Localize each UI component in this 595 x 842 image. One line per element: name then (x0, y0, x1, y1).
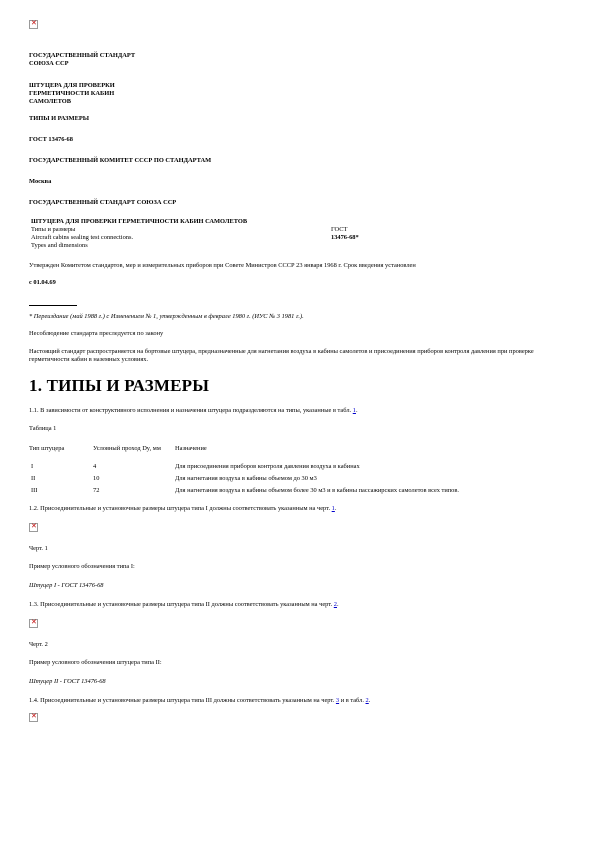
info-table (29, 218, 429, 250)
paragraph-1-4 (29, 697, 569, 705)
figure-2-caption: Черт. 2 (29, 641, 48, 649)
table-cell-purpose: Для нагнетания воздуха в кабины объемом более 30 м3 и в кабины пассажирских самолетов всех типов. (175, 487, 459, 495)
link-figure-2[interactable]: 2 (333, 601, 337, 609)
table-cell-type: I (31, 463, 34, 471)
example-2: Штуцер II - ГОСТ 13476-68 (29, 678, 106, 686)
table-header-diameter: Условный проход Dy, мм (93, 445, 161, 453)
p14-mid: и в табл. (339, 697, 366, 705)
p11-text: 1.1. В зависимости от конструктивного исполнения и назначения штуцера подразделяются на типы, указанные в табл. (29, 407, 353, 415)
p14-text: 1.4. Присоединительные и установочные размеры штуцера типа III должны соответствовать указанным на черт. (29, 697, 336, 705)
table-cell-purpose: Для присоединения приборов контроля давления воздуха в кабинах (175, 463, 360, 471)
table-row (29, 463, 569, 471)
table-cell-type: II (31, 475, 36, 483)
paragraph-1-3 (29, 601, 569, 609)
p14-end: . (368, 697, 371, 705)
scope-text: Настоящий стандарт распространяется на бортовые штуцера, предназначенные для нагнетания воздуха в кабины самолетов и присоединения приборов контроля давления при проверке герметичности кабин в наземных условиях. (29, 348, 534, 363)
table-1 (29, 445, 569, 495)
table-cell-purpose: Для нагнетания воздуха в кабины объемом до 30 м3 (175, 475, 317, 483)
header-line-1: ГОСУДАРСТВЕННЫЙ СТАНДАРТ (29, 52, 136, 59)
approval-text: Утвержден Комитетом стандартов, мер и измерительных приборов при Совете Министров СССР 23 января 1968 г. Срок введения установлен (29, 262, 416, 269)
table-cell-diameter: 72 (93, 487, 100, 495)
table-header-purpose: Назначение (175, 445, 207, 453)
title-line-3: САМОЛЕТОВ (29, 98, 72, 105)
table-1-caption: Таблица 1 (29, 425, 57, 433)
committee: ГОСУДАРСТВЕННЫЙ КОМИТЕТ СССР ПО СТАНДАРТАМ (29, 157, 212, 164)
footnote: * Переиздание (май 1988 г.) с Изменением № 1, утвержденным в феврале 1980 г. (ИУС № 3 1981 г.). (29, 313, 304, 320)
title-line-1: ШТУЦЕРА ДЛЯ ПРОВЕРКИ (29, 82, 115, 89)
violation-notice: Несоблюдение стандарта преследуется по закону (29, 330, 164, 337)
broken-image-icon: ✕ (31, 618, 37, 627)
info-title: ШТУЦЕРА ДЛЯ ПРОВЕРКИ ГЕРМЕТИЧНОСТИ КАБИН САМОЛЕТОВ (31, 218, 248, 225)
title-line-2: ГЕРМЕТИЧНОСТИ КАБИН (29, 90, 115, 97)
p11-end: . (355, 407, 358, 415)
effective-date: с 01.04.69 (29, 279, 56, 286)
info-gost-number: 13476-68* (331, 234, 359, 241)
header-block (29, 52, 569, 68)
info-subtitle-en: Aircraft cabins sealing test connections. (31, 234, 134, 241)
link-figure-3[interactable]: 3 (335, 697, 340, 705)
table-header-row (29, 445, 569, 453)
figure-1-caption: Черт. 1 (29, 545, 48, 553)
table-cell-diameter: 4 (93, 463, 97, 471)
subtitle: ТИПЫ И РАЗМЕРЫ (29, 115, 90, 122)
example-2-label: Пример условного обозначения штуцера типа II: (29, 659, 162, 667)
p12-text: 1.2. Присоединительные и установочные размеры штуцера типа I должны соответствовать указанным на черт. (29, 505, 332, 513)
info-subtitle-en-2: Types and dimensions (31, 242, 88, 249)
example-1: Штуцер I - ГОСТ 13476-68 (29, 582, 104, 590)
city: Москва (29, 178, 52, 185)
broken-image-icon: ✕ (31, 19, 37, 27)
section-title: 1. ТИПЫ И РАЗМЕРЫ (29, 376, 210, 395)
table-cell-diameter: 10 (93, 475, 100, 483)
header-line-2: СОЮЗА ССР (29, 60, 69, 67)
paragraph-1-1 (29, 407, 569, 415)
broken-image-icon: ✕ (31, 522, 37, 531)
footnote-rule (29, 305, 77, 306)
p12-end: . (334, 505, 337, 513)
broken-image-icon: ✕ (31, 712, 37, 721)
standard-label: ГОСУДАРСТВЕННЫЙ СТАНДАРТ СОЮЗА ССР (29, 199, 177, 206)
table-cell-type: III (31, 487, 38, 495)
document-page (29, 20, 569, 725)
title-block (29, 82, 569, 106)
table-header-type: Тип штуцера (29, 445, 65, 453)
info-subtitle-ru: Типы и размеры (31, 226, 76, 233)
link-table-2[interactable]: 2 (365, 697, 369, 705)
table-row (29, 471, 569, 483)
link-table-1[interactable]: 1 (352, 407, 356, 415)
paragraph-1-2 (29, 505, 569, 513)
p13-end: . (336, 601, 339, 609)
info-gost-label: ГОСТ (331, 226, 348, 233)
example-1-label: Пример условного обозначения типа I: (29, 563, 135, 571)
p13-text: 1.3. Присоединительные и установочные размеры штуцера типа II должны соответствовать указанным на черт. (29, 601, 334, 609)
gost-number: ГОСТ 13476-68 (29, 136, 73, 143)
link-figure-1[interactable]: 1 (331, 505, 335, 513)
table-row (29, 483, 569, 495)
